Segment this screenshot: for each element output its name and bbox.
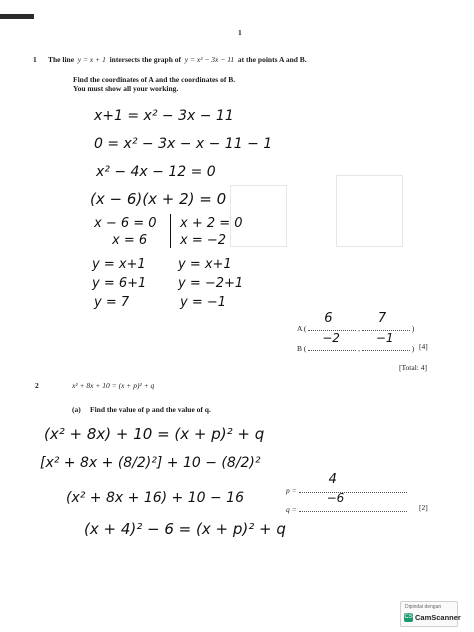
answer-a-row xyxy=(297,311,415,333)
question-1-number: 1 xyxy=(33,55,37,64)
stem-pre: The line xyxy=(48,55,75,64)
left-col-4: y = 6+1 xyxy=(92,276,147,291)
line-equation: y = x + 1 xyxy=(77,55,106,64)
answer-a-y: 7 xyxy=(377,311,387,326)
answer-b-row xyxy=(297,331,415,353)
question-1-marks: [4] xyxy=(419,342,428,351)
right-col-3: y = x+1 xyxy=(178,257,232,272)
left-col-1: x − 6 = 0 xyxy=(94,216,157,231)
answer-a-x: 6 xyxy=(324,311,333,326)
right-col-4: y = −2+1 xyxy=(178,276,244,291)
camscanner-badge xyxy=(400,601,461,627)
q-answer-line xyxy=(299,491,407,512)
question-2-number: 2 xyxy=(35,381,39,390)
p-answer-line xyxy=(299,472,407,493)
left-col-2: x = 6 xyxy=(112,233,148,248)
answer-b-label: B ( xyxy=(297,344,307,353)
right-col-1: x + 2 = 0 xyxy=(180,216,243,231)
left-col-5: y = 7 xyxy=(94,295,130,310)
q-answer-row xyxy=(286,491,407,514)
answer-b-x-line xyxy=(308,331,356,351)
answer-a-comma: , xyxy=(358,324,360,333)
question-2-stem: x² + 8x + 10 = (x + p)² + q xyxy=(72,381,155,390)
q-value: −6 xyxy=(326,491,345,505)
p-value: 4 xyxy=(328,472,337,487)
answer-b-y: −1 xyxy=(375,331,394,345)
working-line-2: 0 = x² − 3x − x − 11 − 1 xyxy=(94,136,273,152)
answer-a-y-line xyxy=(362,311,410,331)
working-line-4: (x − 6)(x + 2) = 0 xyxy=(90,190,227,208)
answer-a-label: A ( xyxy=(297,324,307,333)
scanner-caption: Dipindai dengan xyxy=(405,604,442,610)
answer-b-y-line xyxy=(362,331,410,351)
q2-working-line-1: (x² + 8x) + 10 = (x + p)² + q xyxy=(44,425,265,443)
scan-edge-mark xyxy=(0,14,34,19)
page-number: 1 xyxy=(238,28,242,37)
question-1-instruction-1: Find the coordinates of A and the coordinates of B. xyxy=(73,75,236,84)
camscanner-logo-icon: CS xyxy=(404,614,413,620)
stem-mid: intersects the graph of xyxy=(109,55,182,64)
question-2-part-label: (a) xyxy=(72,405,81,414)
q2-working-line-4: (x + 4)² − 6 = (x + p)² + q xyxy=(84,520,286,538)
q-label: q = xyxy=(286,505,297,514)
answer-a-x-line xyxy=(308,311,356,331)
answer-b-comma: , xyxy=(358,344,360,353)
right-col-2: x = −2 xyxy=(180,233,227,248)
answer-b-close: ) xyxy=(411,344,415,353)
p-answer-row xyxy=(286,472,407,495)
bleed-through-cube-2 xyxy=(336,175,403,247)
question-1-stem xyxy=(48,55,307,64)
left-col-3: y = x+1 xyxy=(92,257,146,272)
q2-working-line-3: (x² + 8x + 16) + 10 − 16 xyxy=(66,490,244,506)
working-line-1: x+1 = x² − 3x − 11 xyxy=(94,108,234,124)
p-label: p = xyxy=(286,486,297,495)
scanner-brand: CamScanner xyxy=(415,613,461,622)
question-1-instruction-2: You must show all your working. xyxy=(73,84,179,93)
q2-working-line-2: [x² + 8x + (8/2)²] + 10 − (8/2)² xyxy=(40,455,261,471)
curve-equation: y = x² − 3x − 11 xyxy=(184,55,235,64)
working-line-3: x² − 4x − 12 = 0 xyxy=(96,164,216,180)
column-divider xyxy=(170,214,171,248)
answer-b-x: −2 xyxy=(322,331,340,345)
question-2-part-text: Find the value of p and the value of q. xyxy=(90,405,211,414)
right-col-5: y = −1 xyxy=(180,295,227,310)
question-2-marks: [2] xyxy=(419,503,428,512)
stem-post: at the points A and B. xyxy=(237,55,307,64)
answer-a-close: ) xyxy=(411,324,415,333)
question-1-total: [Total: 4] xyxy=(399,363,428,372)
